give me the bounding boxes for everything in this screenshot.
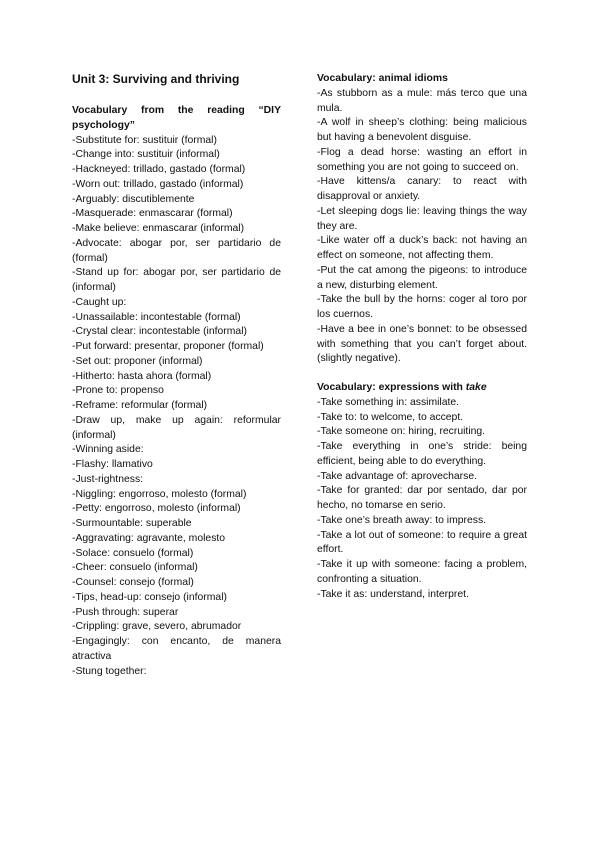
vocabulary-entry: -Advocate: abogar por, ser partidario de (formal) bbox=[72, 237, 281, 264]
vocabulary-entry: -Take the bull by the horns: coger al toro por los cuernos. bbox=[317, 294, 527, 320]
vocabulary-entry: -Let sleeping dogs lie: leaving things the way they are. bbox=[317, 205, 527, 232]
vocabulary-entry: -Take a lot out of someone: to require a great effort. bbox=[317, 529, 527, 556]
vocabulary-entry: -Crippling: grave, severo, abrumador bbox=[72, 621, 242, 633]
vocabulary-entry: -Petty: engorroso, molesto (informal) bbox=[72, 503, 241, 515]
vocabulary-entry: -Surmountable: superable bbox=[72, 518, 192, 529]
vocabulary-entry: -Take it up with someone: facing a problem, confronting a situation. bbox=[317, 559, 527, 585]
vocabulary-entry: -Crystal clear: incontestable (informal) bbox=[72, 326, 247, 338]
vocabulary-entry: -Prone to: propenso bbox=[72, 385, 164, 397]
vocabulary-entry: -Aggravating: agravante, molesto bbox=[72, 532, 226, 544]
vocabulary-entry: -Take something in: assimilate. bbox=[317, 396, 460, 408]
take-expressions-heading bbox=[317, 381, 527, 396]
vocabulary-entry: -Worn out: trillado, gastado (informal) bbox=[72, 178, 244, 190]
vocabulary-entry: -Take it as: understand, interpret. bbox=[317, 588, 469, 600]
vocabulary-entry: -Reframe: reformular (formal) bbox=[72, 400, 208, 411]
vocabulary-entry: -Take one’s breath away: to impress. bbox=[317, 514, 487, 526]
vocabulary-entry: -Set out: proponer (informal) bbox=[72, 355, 203, 367]
vocabulary-entry: -Tips, head-up: consejo (informal) bbox=[72, 591, 227, 603]
unit-title: Unit 3: Surviving and thriving bbox=[72, 72, 240, 86]
take-heading-prefix: Vocabulary: expressions with bbox=[317, 382, 466, 393]
take-expressions-list bbox=[317, 396, 527, 603]
vocabulary-entry: -Engagingly: con encanto, de manera atractiva bbox=[72, 636, 281, 662]
vocabulary-entry: -Substitute for: sustituir (formal) bbox=[72, 134, 217, 146]
vocabulary-entry: -Have kittens/a canary: to react with disapproval or anxiety. bbox=[317, 176, 527, 202]
vocabulary-entry: -Like water off a duck’s back: not having an effect on someone, not affecting them. bbox=[317, 235, 527, 261]
vocabulary-entry: -Unassailable: incontestable (formal) bbox=[72, 311, 241, 323]
vocabulary-entry: -Push through: superar bbox=[72, 606, 179, 618]
vocabulary-entry: -Niggling: engorroso, molesto (formal) bbox=[72, 488, 247, 500]
vocabulary-entry: -Take for granted: dar por sentado, dar por hecho, no tomarse en serio. bbox=[317, 485, 527, 511]
vocabulary-entry: -Take to: to welcome, to accept. bbox=[317, 411, 464, 423]
vocabulary-entry: -Hackneyed: trillado, gastado (formal) bbox=[72, 164, 246, 175]
vocabulary-entry: -Just-rightness: bbox=[72, 473, 144, 485]
vocabulary-entry: -Winning aside: bbox=[72, 444, 144, 456]
vocabulary-entry: -Arguably: discutiblemente bbox=[72, 193, 195, 205]
vocabulary-entry: -Draw up, make up again: reformular (informal) bbox=[72, 414, 281, 441]
reading-vocabulary-heading: Vocabulary from the reading “DIY psychology” bbox=[72, 105, 281, 131]
vocabulary-entry: -Hitherto: hasta ahora (formal) bbox=[72, 370, 212, 382]
animal-idioms-list bbox=[317, 87, 527, 367]
take-heading-word: take bbox=[465, 382, 487, 393]
vocabulary-entry: -A wolf in sheep’s clothing: being malicious but having a benevolent disguise. bbox=[317, 117, 527, 143]
left-column bbox=[72, 72, 281, 679]
vocabulary-entry: -Change into: sustituir (informal) bbox=[72, 149, 220, 161]
vocabulary-entry: -Take advantage of: aprovecharse. bbox=[317, 470, 477, 482]
vocabulary-entry: -Counsel: consejo (formal) bbox=[72, 577, 194, 588]
vocabulary-entry: -Take everything in one’s stride: being efficient, being able to do everything. bbox=[317, 441, 527, 467]
right-column bbox=[317, 72, 527, 602]
vocabulary-entry: -Cheer: consuelo (informal) bbox=[72, 562, 198, 574]
vocabulary-entry: -Stand up for: abogar por, ser partidario de (informal) bbox=[72, 267, 281, 293]
vocabulary-entry: -As stubborn as a mule: más terco que una mula. bbox=[317, 87, 527, 114]
vocabulary-entry: -Put the cat among the pigeons: to introduce a new, disturbing element. bbox=[317, 264, 527, 291]
animal-idioms-heading: Vocabulary: animal idioms bbox=[317, 73, 448, 84]
vocabulary-entry: -Put forward: presentar, proponer (formal) bbox=[72, 341, 264, 352]
vocabulary-entry: -Flashy: llamativo bbox=[72, 459, 153, 470]
vocabulary-entry: -Have a bee in one’s bonnet: to be obsessed with something that you can’t forget about. (slightly negative). bbox=[317, 323, 527, 365]
vocabulary-entry: -Stung together: bbox=[72, 665, 147, 677]
vocabulary-entry: -Masquerade: enmascarar (formal) bbox=[72, 208, 233, 220]
vocabulary-entry: -Make believe: enmascarar (informal) bbox=[72, 223, 245, 234]
vocabulary-entry: -Caught up: bbox=[72, 296, 127, 308]
vocabulary-entry: -Solace: consuelo (formal) bbox=[72, 547, 194, 559]
vocabulary-entry: -Flog a dead horse: wasting an effort in something you are not going to succeed on. bbox=[317, 146, 527, 173]
reading-vocabulary-list bbox=[72, 134, 281, 680]
vocabulary-entry: -Take someone on: hiring, recruiting. bbox=[317, 426, 486, 438]
